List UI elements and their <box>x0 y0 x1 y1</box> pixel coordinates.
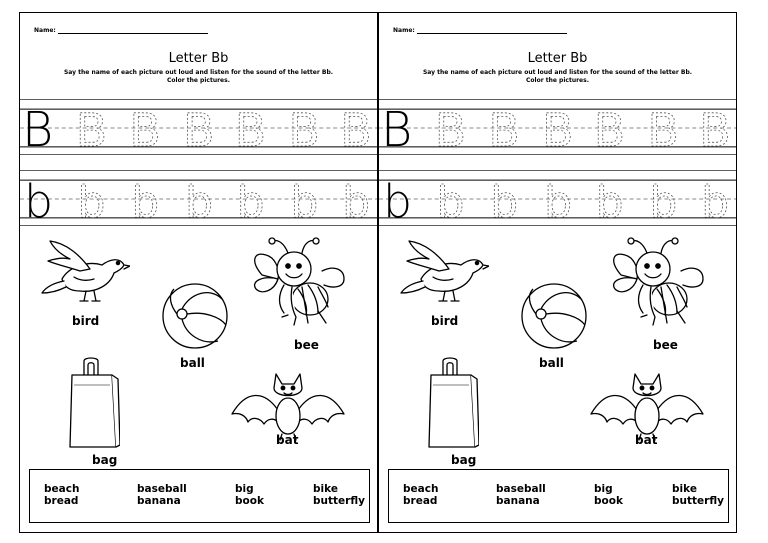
picture-label-bat: bat <box>635 433 658 447</box>
lowercase-trace-letter[interactable]: b <box>131 176 160 226</box>
lowercase-tracing-row[interactable] <box>20 170 377 226</box>
instructions <box>385 69 730 85</box>
word-bank-column <box>137 483 187 507</box>
word-bank-word: book <box>235 495 264 507</box>
uppercase-trace-letter[interactable]: B <box>542 103 574 155</box>
bag-icon <box>68 355 120 451</box>
uppercase-tracing-row[interactable] <box>379 99 736 155</box>
word-bank-word: bike <box>313 483 338 495</box>
word-bank-word: beach <box>44 483 80 495</box>
word-bank-column <box>496 483 546 507</box>
picture-label-bird: bird <box>72 314 100 328</box>
word-bank-word: bread <box>44 495 79 507</box>
picture-label-ball: ball <box>180 356 205 370</box>
word-bank-column <box>594 483 623 507</box>
bird-icon <box>40 235 130 307</box>
bag-icon <box>427 355 479 451</box>
bee-icon <box>607 235 707 333</box>
name-line[interactable] <box>417 27 567 34</box>
word-bank-word: big <box>235 483 254 495</box>
word-bank-word: baseball <box>137 483 187 495</box>
lowercase-trace-letter[interactable]: b <box>436 176 465 226</box>
lowercase-trace-letter[interactable]: b <box>595 176 624 226</box>
name-field[interactable] <box>34 27 208 34</box>
lowercase-trace-letter[interactable]: b <box>490 176 519 226</box>
uppercase-tracing-row[interactable] <box>20 99 377 155</box>
word-bank-word: bread <box>403 495 438 507</box>
lowercase-trace-letter[interactable]: b <box>342 176 370 226</box>
picture-label-bag: bag <box>451 453 477 467</box>
lowercase-trace-letter[interactable]: b <box>544 176 572 226</box>
word-bank-word: beach <box>403 483 439 495</box>
uppercase-trace-letter[interactable]: B <box>699 103 731 155</box>
instruction-line-1: Say the name of each picture out loud and listen for the sound of the letter Bb. <box>422 69 693 76</box>
uppercase-trace-letter[interactable]: B <box>593 103 626 155</box>
name-line[interactable] <box>58 27 208 34</box>
picture-label-bag: bag <box>92 453 118 467</box>
uppercase-trace-letter[interactable]: B <box>234 103 267 155</box>
word-bank-word: big <box>594 483 613 495</box>
worksheet-right <box>378 12 737 533</box>
word-bank-word: bike <box>672 483 697 495</box>
uppercase-trace-letter[interactable]: B <box>488 103 520 155</box>
uppercase-trace-letter[interactable]: B <box>75 103 108 155</box>
bat-icon <box>228 370 348 442</box>
word-bank-column <box>313 483 365 507</box>
uppercase-trace-letter[interactable]: B <box>129 103 161 155</box>
uppercase-trace-letter[interactable]: B <box>183 103 215 155</box>
name-field[interactable] <box>393 27 567 34</box>
bat-icon <box>587 370 707 442</box>
lowercase-trace-letter[interactable]: b <box>236 176 265 226</box>
picture-label-bat: bat <box>276 433 299 447</box>
word-bank-word: butterfly <box>313 495 365 507</box>
picture-label-bee: bee <box>294 338 319 352</box>
instruction-line-2: Color the pictures. <box>167 77 230 84</box>
word-bank <box>388 469 729 523</box>
ball-icon <box>160 281 230 351</box>
word-bank-word: baseball <box>496 483 546 495</box>
uppercase-model-letter: B <box>380 102 413 155</box>
uppercase-trace-letter[interactable]: B <box>288 103 320 155</box>
word-bank-column <box>672 483 724 507</box>
word-bank-column <box>44 483 79 507</box>
worksheet-title: Letter Bb <box>168 51 229 66</box>
uppercase-trace-letter[interactable]: B <box>434 103 467 155</box>
word-bank-column <box>403 483 438 507</box>
picture-label-ball: ball <box>539 356 564 370</box>
ball-icon <box>519 281 589 351</box>
lowercase-trace-letter[interactable]: b <box>185 176 213 226</box>
uppercase-model-letter: B <box>21 102 54 155</box>
word-bank-word: book <box>594 495 623 507</box>
lowercase-tracing-row[interactable] <box>379 170 736 226</box>
word-bank-word: banana <box>137 495 181 507</box>
lowercase-trace-letter[interactable]: b <box>701 176 729 226</box>
picture-label-bird: bird <box>431 314 459 328</box>
bee-icon <box>248 235 348 333</box>
picture-label-bee: bee <box>653 338 678 352</box>
lowercase-trace-letter[interactable]: b <box>649 176 678 226</box>
instructions <box>26 69 371 85</box>
name-label: Name: <box>393 27 415 34</box>
word-bank-column <box>235 483 264 507</box>
lowercase-trace-letter[interactable]: b <box>290 176 319 226</box>
instruction-line-2: Color the pictures. <box>526 77 589 84</box>
lowercase-trace-letter[interactable]: b <box>77 176 106 226</box>
name-label: Name: <box>34 27 56 34</box>
worksheet-title: Letter Bb <box>527 51 588 66</box>
lowercase-model-letter: b <box>382 174 413 226</box>
uppercase-trace-letter[interactable]: B <box>647 103 679 155</box>
uppercase-trace-letter[interactable]: B <box>340 103 372 155</box>
bird-icon <box>399 235 489 307</box>
worksheet-left <box>19 12 378 533</box>
lowercase-model-letter: b <box>23 174 54 226</box>
word-bank-word: banana <box>496 495 540 507</box>
word-bank-word: butterfly <box>672 495 724 507</box>
instruction-line-1: Say the name of each picture out loud and listen for the sound of the letter Bb. <box>63 69 334 76</box>
word-bank <box>29 469 370 523</box>
